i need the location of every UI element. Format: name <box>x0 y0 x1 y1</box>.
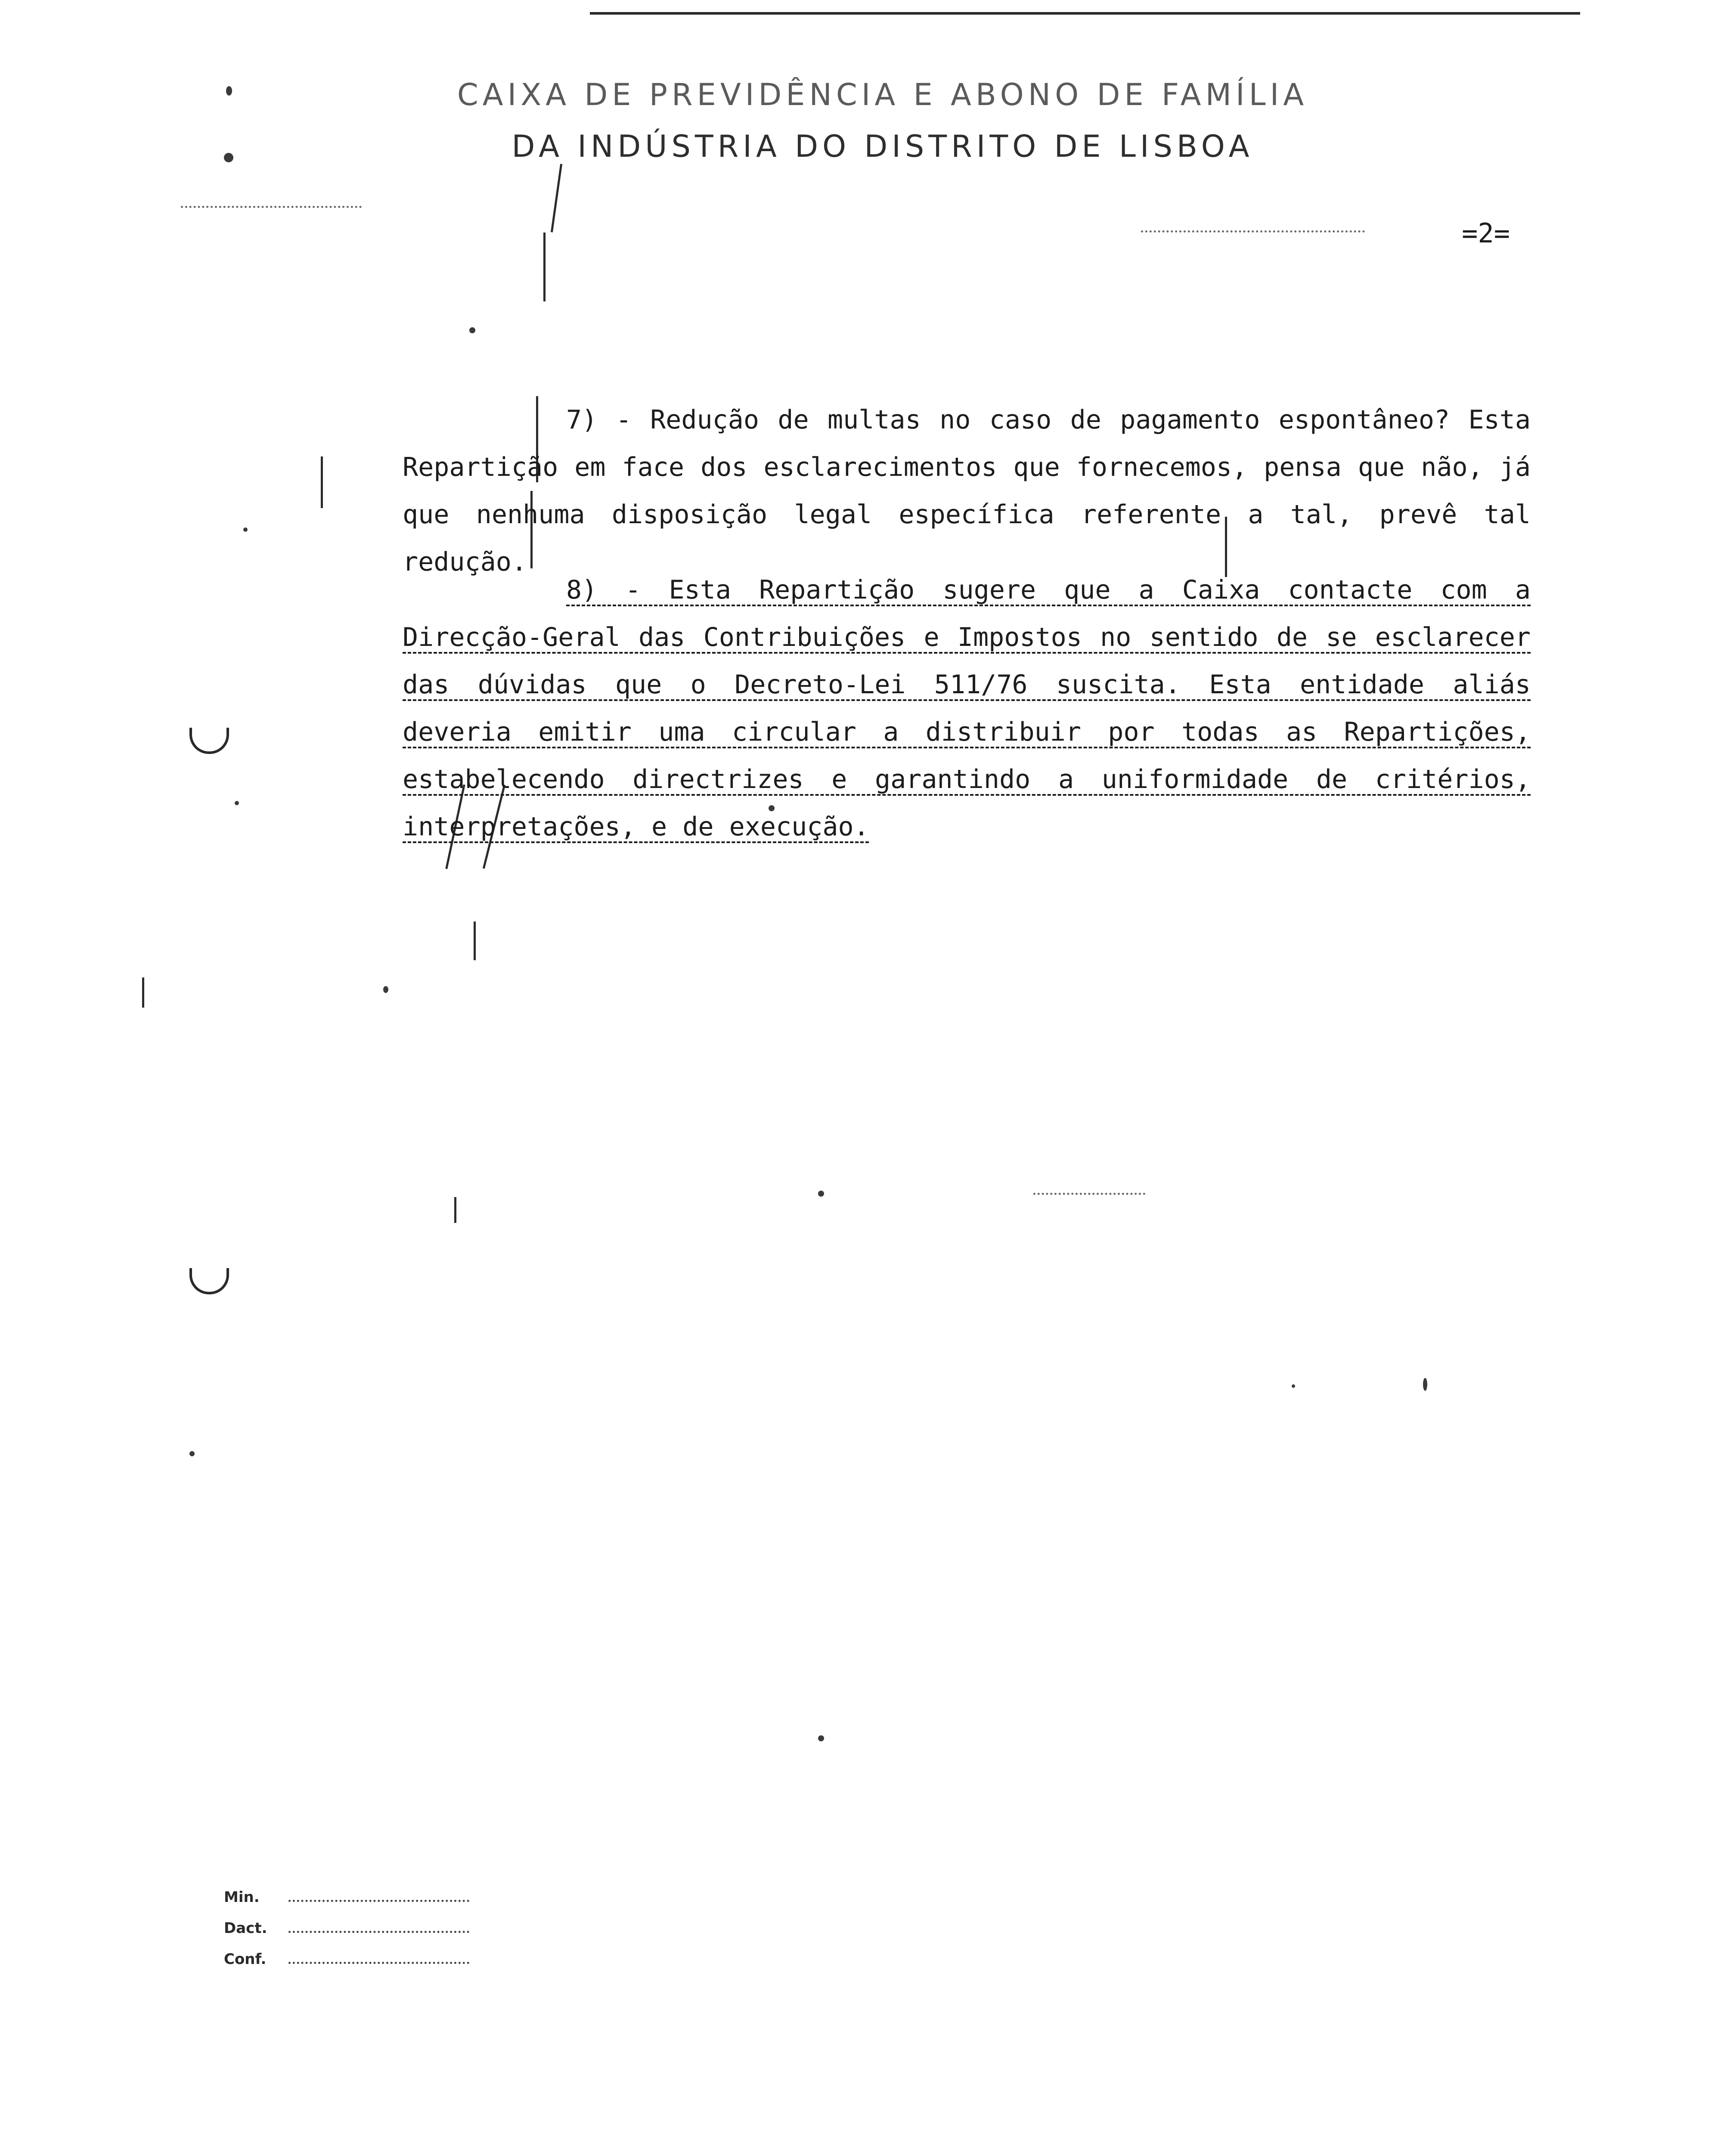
scan-speck <box>818 1191 824 1197</box>
scan-speck <box>189 1451 195 1456</box>
scan-speck <box>226 86 232 96</box>
footer-dact-row <box>224 1913 469 1944</box>
scan-dotted-line <box>1033 1193 1145 1195</box>
letterhead-line-1: CAIXA DE PREVIDÊNCIA E ABONO DE FAMÍLIA <box>457 77 1308 112</box>
scan-speck <box>469 327 475 333</box>
scan-speck <box>235 801 239 805</box>
pen-stroke <box>474 921 476 960</box>
scan-speck <box>383 986 388 993</box>
paragraph-item-7 <box>403 396 1531 586</box>
scan-dotted-line <box>181 206 362 208</box>
scan-speck <box>1423 1378 1427 1391</box>
footer-conf-row <box>224 1944 469 1975</box>
footer-conf-label: Conf. <box>224 1951 267 1968</box>
scan-speck <box>1292 1384 1295 1388</box>
scan-speck <box>224 153 233 162</box>
pen-stroke <box>454 1197 456 1223</box>
scan-speck <box>818 1735 824 1741</box>
pen-stroke <box>321 456 323 508</box>
footer-dact-label: Dact. <box>224 1920 267 1937</box>
scan-speck <box>243 527 248 532</box>
footer-dact-field <box>288 1931 469 1933</box>
paragraph-item-8 <box>403 566 1531 850</box>
scan-speck <box>769 805 775 811</box>
pen-stroke <box>551 164 562 232</box>
letterhead <box>431 69 1335 172</box>
letterhead-line-2: DA INDÚSTRIA DO DISTRITO DE LISBOA <box>512 129 1254 164</box>
footer-conf-field <box>288 1962 469 1964</box>
footer-min-row <box>224 1882 469 1913</box>
scan-dotted-line <box>1141 230 1365 233</box>
pen-stroke <box>142 977 144 1008</box>
page-number: =2= <box>1462 217 1510 249</box>
pen-stroke <box>543 233 546 301</box>
paragraph-text: 8) - Esta Repartição sugere que a Caixa contacte com a Direcção-Geral das Contribuições e Impostos no sentido de se esclarecer das dúvidas que o Decreto-Lei 511/76 suscita. Esta entidade aliás deveria emitir uma circular a distribuir por todas as Repartições, estabelecendo directrizes e garantindo a uniformidade de critérios, interpretações, e de execução. <box>403 575 1531 842</box>
paragraph-text: 7) - Redução de multas no caso de pagamento espontâneo? Esta Repartição em face dos esclarecimentos que fornecemos, pensa que não, já que nenhuma disposição legal específica referente a tal, prevê tal redução. <box>403 405 1531 577</box>
footer-min-field <box>288 1900 469 1902</box>
footer-fields <box>224 1882 469 1975</box>
footer-min-label: Min. <box>224 1889 260 1906</box>
page-top-edge <box>590 12 1580 15</box>
punch-hole-mark <box>189 728 229 754</box>
punch-hole-mark <box>189 1268 229 1294</box>
